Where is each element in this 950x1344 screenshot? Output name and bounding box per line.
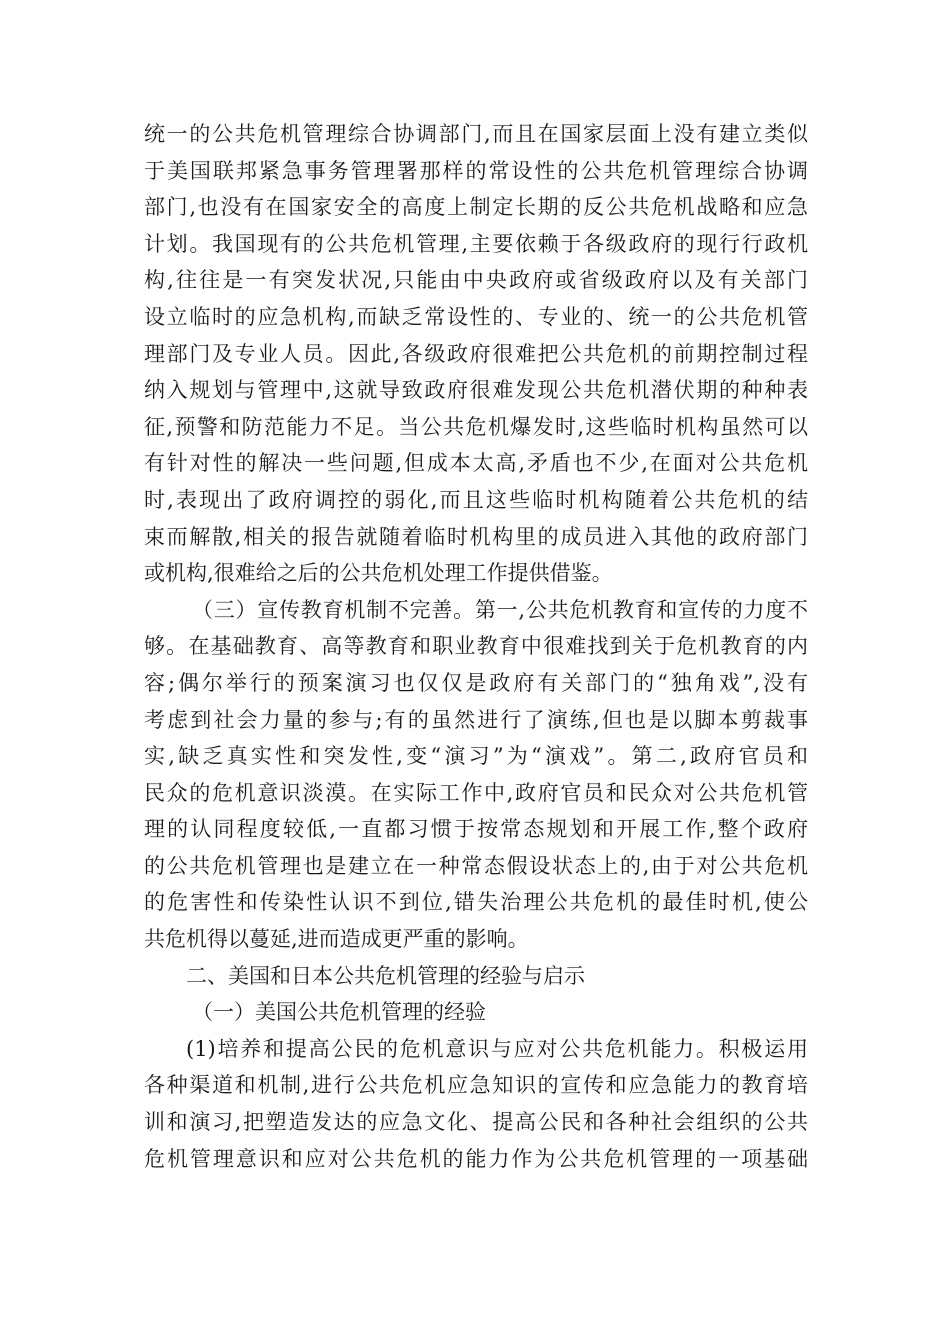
text-line: 各种渠道和机制,进行公共危机应急知识的宣传和应急能力的教育培: [144, 1073, 808, 1098]
text-line: 或机构,很难给之后的公共危机处理工作提供借鉴。: [144, 561, 613, 586]
text-line: 共危机得以蔓延,进而造成更严重的影响。: [144, 927, 529, 952]
text-line: 的公共危机管理也是建立在一种常态假设状态上的,由于对公共危机: [144, 853, 808, 878]
text-line: 征,预警和防范能力不足。当公共危机爆发时,这些临时机构虽然可以: [144, 414, 808, 439]
text-line: 束而解散,相关的报告就随着临时机构里的成员进入其他的政府部门: [144, 524, 808, 549]
paragraph-start: (1)培养和提高公民的危机意识与应对公共危机能力。积极运用: [186, 1036, 808, 1061]
text-line: 设立临时的应急机构,而缺乏常设性的、专业的、统一的公共危机管: [144, 304, 808, 329]
text-line: 有针对性的解决一些问题,但成本太高,矛盾也不少,在面对公共危机: [144, 451, 808, 476]
text-line: 构,往往是一有突发状况,只能由中央政府或省级政府以及有关部门: [144, 268, 808, 293]
section-heading: 二、美国和日本公共危机管理的经验与启示: [186, 963, 585, 988]
text-line: 统一的公共危机管理综合协调部门,而且在国家层面上没有建立类似: [144, 122, 808, 146]
text-line: 时,表现出了政府调控的弱化,而且这些临时机构随着公共危机的结: [144, 487, 808, 512]
text-line: 考虑到社会力量的参与;有的虽然进行了演练,但也是以脚本剪裁事: [144, 707, 808, 732]
text-line: 部门,也没有在国家安全的高度上制定长期的反公共危机战略和应急: [144, 195, 808, 220]
text-line: 训和演习,把塑造发达的应急文化、提高公民和各种社会组织的公共: [144, 1110, 808, 1135]
text-line: 于美国联邦紧急事务管理署那样的常设性的公共危机管理综合协调: [144, 158, 808, 183]
text-line: 危机管理意识和应对公共危机的能力作为公共危机管理的一项基础: [144, 1146, 808, 1171]
text-line: 实,缺乏真实性和突发性,变“演习”为“演戏”。第二,政府官员和: [144, 744, 808, 769]
text-line: 计划。我国现有的公共危机管理,主要依赖于各级政府的现行行政机: [144, 231, 808, 256]
text-line: 理的认同程度较低,一直都习惯于按常态规划和开展工作,整个政府: [144, 817, 808, 842]
text-line: 够。在基础教育、高等教育和职业教育中很难找到关于危机教育的内: [144, 634, 808, 659]
text-line: 理部门及专业人员。因此,各级政府很难把公共危机的前期控制过程: [144, 341, 808, 366]
text-line: 民众的危机意识淡漠。在实际工作中,政府官员和民众对公共危机管: [144, 780, 808, 805]
body-text: [144, 116, 808, 1177]
subsection-heading: （一）美国公共危机管理的经验: [192, 1000, 486, 1025]
text-line: 容;偶尔举行的预案演习也仅仅是政府有关部门的“独角戏”,没有: [144, 670, 808, 695]
text-line: 的危害性和传染性认识不到位,错失治理公共危机的最佳时机,使公: [144, 890, 808, 915]
text-line: 纳入规划与管理中,这就导致政府很难发现公共危机潜伏期的种种表: [144, 378, 808, 403]
section-paragraph-start: （三）宣传教育机制不完善。第一,公共危机教育和宣传的力度不: [192, 597, 808, 622]
